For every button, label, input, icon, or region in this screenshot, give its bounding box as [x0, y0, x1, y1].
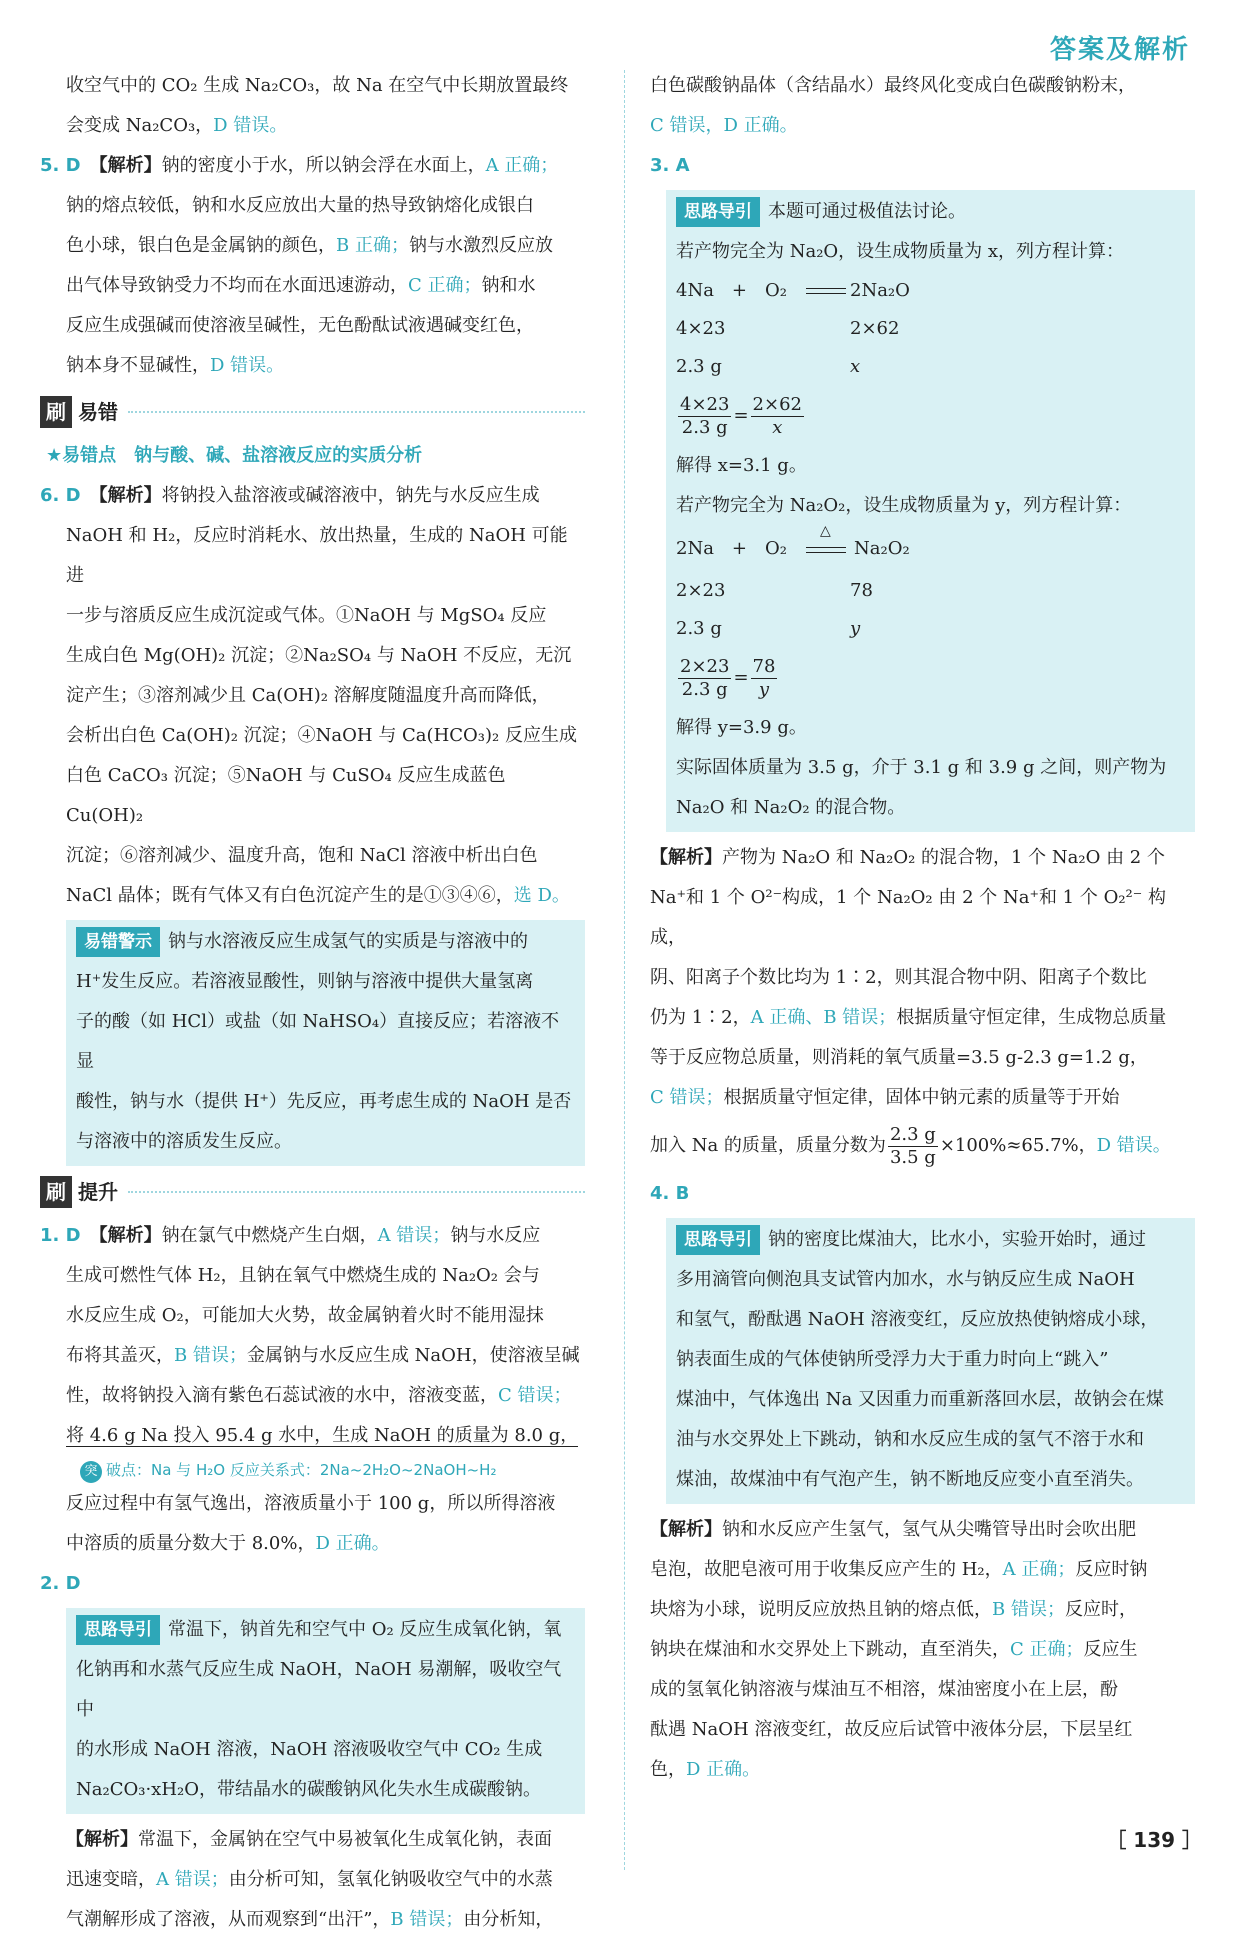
- text-line: 块熔为小球，说明反应放热且钠的熔点低，B 错误；反应时，: [650, 1599, 1137, 1620]
- text-line: 一步与溶质反应生成沉淀或气体。①NaOH 与 MgSO₄ 反应: [66, 605, 547, 626]
- column-divider: [624, 70, 625, 1870]
- fraction-equation: $\frac{4\times 23}{2.3 g}$ = $\frac{2\times 62}{x}$: [680, 393, 802, 438]
- box-title: 思路导引: [76, 1615, 160, 1645]
- text-line: C 错误，D 正确。: [650, 115, 798, 136]
- text-line: 酞遇 NaOH 溶液变红，故反应后试管中液体分层，下层呈红: [650, 1719, 1133, 1740]
- text-line: 皂泡，故肥皂液可用于收集反应产生的 H₂，A 正确；反应时钠: [650, 1559, 1148, 1580]
- breakpoint-icon: 突: [80, 1461, 102, 1483]
- text-line: Na⁺和 1 个 O²⁻构成，1 个 Na₂O₂ 由 2 个 Na⁺和 1 个 O₂²⁻ 构成，: [650, 887, 1166, 948]
- text-line: 反应生成强碱而使溶液呈碱性，无色酚酞试液遇碱变红色，: [66, 315, 534, 336]
- equation-line: 2.3 g x: [676, 356, 861, 377]
- question-6: 6. D 【解析】将钠投入盐溶液或碱溶液中，钠先与水反应生成: [40, 485, 540, 506]
- equation-line: 2.3 g y: [676, 618, 861, 639]
- text-line: 阴、阳离子个数比均为 1∶2，则其混合物中阴、阳离子个数比: [650, 967, 1147, 988]
- text-line: 钠的熔点较低，钠和水反应放出大量的热导致钠熔化成银白: [66, 195, 534, 216]
- left-column: [40, 66, 585, 1940]
- text-line: 加入 Na 的质量，质量分数为 $\frac{2.3 g}{3.5 g}$ ×100%≈65.7%， D 错误。: [650, 1123, 1171, 1168]
- breakpoint-note: 突 破点：Na 与 H₂O 反应关系式：2Na~2H₂O~2NaOH~H₂: [40, 1456, 585, 1484]
- text-line: 【解析】产物为 Na₂O 和 Na₂O₂ 的混合物，1 个 Na₂O 由 2 个: [650, 847, 1165, 868]
- text-line: 淀产生；③溶剂减少且 Ca(OH)₂ 溶解度随温度升高而降低，: [66, 685, 550, 706]
- page-number: ［ 139 ］: [1106, 1828, 1202, 1852]
- equation-line: 4Na + O₂ 2Na₂O: [676, 280, 910, 301]
- text-line: 性，故将钠投入滴有紫色石蕊试液的水中，溶液变蓝，C 错误；: [66, 1385, 572, 1406]
- text-line: 色小球，银白色是金属钠的颜色，B 正确；钠与水激烈反应放: [66, 235, 553, 256]
- text-line: 收空气中的 CO₂ 生成 Na₂CO₃，故 Na 在空气中长期放置最终: [66, 75, 569, 96]
- text-line: 出气体导致钠受力不均而在水面迅速游动，C 正确；钠和水: [66, 275, 536, 296]
- question-3: 3. A: [650, 155, 690, 176]
- right-column: [650, 66, 1195, 1790]
- key-point: ★易错点 钠与酸、碱、盐溶液反应的实质分析: [46, 445, 423, 466]
- text-line: 布将其盖灭，B 错误；金属钠与水反应生成 NaOH，使溶液呈碱: [66, 1345, 580, 1366]
- text-line: 钠块在煤油和水交界处上下跳动，直至消失，C 正确；反应生: [650, 1639, 1138, 1660]
- text-line: 将 4.6 g Na 投入 95.4 g 水中，生成 NaOH 的质量为 8.0 g，: [66, 1425, 579, 1446]
- text-line: 仍为 1∶2，A 正确、B 错误；根据质量守恒定律，生成物总质量: [650, 1007, 1167, 1028]
- fraction-equation: $\frac{2\times 23}{2.3 g}$ = $\frac{78}{y}$: [680, 655, 776, 700]
- text-line: NaOH 和 H₂，反应时消耗水、放出热量，生成的 NaOH 可能进: [66, 525, 568, 586]
- text-line: NaCl 晶体；既有气体又有白色沉淀产生的是①③④⑥，选 D。: [66, 885, 570, 906]
- text-line: 沉淀；⑥溶剂减少、温度升高，饱和 NaCl 溶液中析出白色: [66, 845, 538, 866]
- question-1: 1. D 【解析】钠在氯气中燃烧产生白烟，A 错误；钠与水反应: [40, 1225, 541, 1246]
- text-line: 白色碳酸钠晶体（含结晶水）最终风化变成白色碳酸钠粉末，: [650, 75, 1136, 96]
- header-title: 答案及解析: [1049, 35, 1190, 65]
- equation-line: 4×23 2×62: [676, 318, 900, 339]
- text-line: 会变成 Na₂CO₃，D 错误。: [66, 115, 288, 136]
- question-5: 5. D 【解析】钠的密度小于水，所以钠会浮在水面上，A 正确；: [40, 155, 559, 176]
- warning-box: 易错警示 钠与水溶液反应生成氢气的实质是与溶液中的 H⁺发生反应。若溶液显酸性，则钠与溶液中提供大量氢离 子的酸（如 HCl）或盐（如 NaHSO₄）直接反应；若溶液不显 酸性，钠与水（提供 H⁺）先反应，再考虑生成的 NaOH 是否 与溶液中的溶质发生反应。: [66, 920, 585, 1166]
- text-line: 等于反应物总质量，则消耗的氧气质量=3.5 g-2.3 g=1.2 g，: [650, 1047, 1148, 1068]
- box-title: 思路导引: [676, 1225, 760, 1255]
- text-line: 生成白色 Mg(OH)₂ 沉淀；②Na₂SO₄ 与 NaOH 不反应，无沉: [66, 645, 572, 666]
- text-line: 色，D 正确。: [650, 1759, 761, 1780]
- text-line: 成的氢氧化钠溶液与煤油互不相溶，煤油密度小在上层，酚: [650, 1679, 1118, 1700]
- text-line: 中溶质的质量分数大于 8.0%，D 正确。: [66, 1533, 390, 1554]
- text-line: 水反应生成 O₂，可能加大火势，故金属钠着火时不能用湿抹: [66, 1305, 544, 1326]
- text-line: C 错误；根据质量守恒定律，固体中钠元素的质量等于开始: [650, 1087, 1120, 1108]
- section-header-yicuo: 刷 易错: [40, 392, 585, 432]
- text-line: 反应过程中有氢气逸出，溶液质量小于 100 g，所以所得溶液: [66, 1493, 556, 1514]
- text-line: 迅速变暗，A 错误；由分析可知，氢氧化钠吸收空气中的水蒸: [66, 1869, 553, 1890]
- thinking-guide-box: 思路导引 钠的密度比煤油大，比水小，实验开始时，通过 多用滴管向侧泡具支试管内加水，水与钠反应生成 NaOH 和氢气，酚酞遇 NaOH 溶液变红，反应放热使钠熔成小球， 钠表面生成的气体使钠所受浮力大于重力时向上“跳入” 煤油中，气体逸出 Na 又因重力而重新落回水层，故钠会在煤 油与水交界处上下跳动，钠和水反应生成的氢气不溶于水和 煤油，故煤油中有气泡产生，钠不断地反应变小直至消失。: [666, 1218, 1195, 1504]
- text-line: 会析出白色 Ca(OH)₂ 沉淀；④NaOH 与 Ca(HCO₃)₂ 反应生成: [66, 725, 577, 746]
- question-2: 2. D: [40, 1573, 81, 1594]
- equation-line: 2×23 78: [676, 580, 873, 601]
- text-line: 【解析】钠和水反应产生氢气，氢气从尖嘴管导出时会吹出肥: [650, 1519, 1136, 1540]
- thinking-guide-box: 思路导引 常温下，钠首先和空气中 O₂ 反应生成氧化钠，氧 化钠再和水蒸气反应生成 NaOH，NaOH 易潮解，吸收空气中 的水形成 NaOH 溶液，NaOH 溶液吸收空气中 CO₂ 生成 Na₂CO₃·xH₂O，带结晶水的碳酸钠风化失水生成碳酸钠。: [66, 1608, 585, 1814]
- section-header-tisheng: 刷 提升: [40, 1172, 585, 1212]
- question-4: 4. B: [650, 1183, 690, 1204]
- box-title: 思路导引: [676, 197, 760, 227]
- text-line: 白色 CaCO₃ 沉淀；⑤NaOH 与 CuSO₄ 反应生成蓝色 Cu(OH)₂: [66, 765, 506, 826]
- text-line: 生成可燃性气体 H₂，且钠在氧气中燃烧生成的 Na₂O₂ 会与: [66, 1265, 540, 1286]
- text-line: 【解析】常温下，金属钠在空气中易被氧化生成氧化钠，表面: [66, 1829, 552, 1850]
- box-title: 易错警示: [76, 927, 160, 957]
- equation-line: 2Na + O₂ △ Na₂O₂: [676, 523, 910, 559]
- text-line: 气潮解形成了溶液，从而观察到“出汗”，B 错误；由分析知，: [66, 1909, 554, 1930]
- text-line: 钠本身不显碱性，D 错误。: [66, 355, 285, 376]
- thinking-guide-box: 思路导引 本题可通过极值法讨论。 若产物完全为 Na₂O，设生成物质量为 x，列方程计算： 4Na + O₂ 2Na₂O 4×23 2×62 2.3 g x $\frac{4\times 23}{2.3 g}$ = $\frac{2\times 62}{x}$ 解得 x=3.1 g。 若产物完全为 Na₂O₂，设生成物质量为 y，列方程计算： 2Na + O₂ △ Na₂O₂ 2×23 78 2.3 g y $\frac{2\times 23}{2.3 g}$ = $\frac{78}{y}$ 解得 y=3.9 g。 实际固体质量为 3.5 g，介于 3.1 g 和 3.9 g 之间，则产物为 Na₂O 和 Na₂O₂ 的混合物。: [666, 190, 1195, 832]
